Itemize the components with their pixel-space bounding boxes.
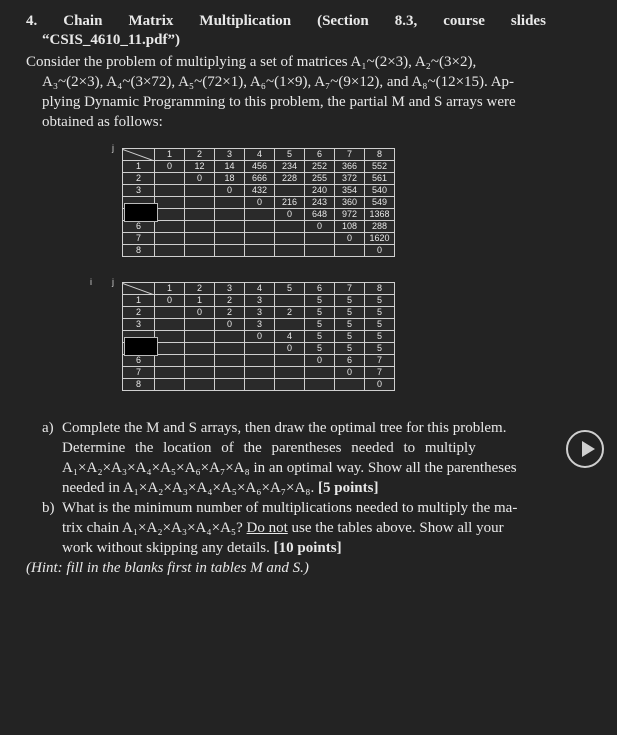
table-cell — [185, 209, 215, 221]
part-a — [26, 418, 548, 498]
row-header: 7 — [123, 367, 155, 379]
table-cell: 5 — [305, 331, 335, 343]
table-cell — [245, 233, 275, 245]
column-header: 3 — [215, 283, 245, 295]
table-cell: 108 — [335, 221, 365, 233]
column-header: 7 — [335, 149, 365, 161]
table-cell: 5 — [365, 295, 395, 307]
table-header-row — [123, 283, 395, 295]
table-row — [123, 197, 395, 209]
table-cell — [305, 379, 335, 391]
part-a-text: needed in A₁×A₂×A₃×A₄×A₅×A₆×A₇×A₈. — [62, 480, 315, 496]
table-cell: 7 — [365, 355, 395, 367]
j-label: j — [112, 277, 114, 287]
table-cell — [155, 245, 185, 257]
table-cell: 2 — [215, 295, 245, 307]
table-cell: 0 — [245, 197, 275, 209]
j-label: j — [112, 143, 114, 153]
table-cell: 14 — [215, 161, 245, 173]
table-cell: 3 — [245, 319, 275, 331]
column-header: 8 — [365, 283, 395, 295]
table-cell — [155, 221, 185, 233]
table-cell: 0 — [215, 185, 245, 197]
table-row — [123, 185, 395, 197]
table-cell: 666 — [245, 173, 275, 185]
table-row — [123, 355, 395, 367]
table-row — [123, 331, 395, 343]
table-cell — [305, 233, 335, 245]
table-row — [123, 295, 395, 307]
table-cell — [185, 245, 215, 257]
part-b-points: [10 points] — [273, 540, 342, 556]
table-cell: 5 — [365, 319, 395, 331]
table-cell — [155, 197, 185, 209]
table-cell: 5 — [335, 295, 365, 307]
table-cell: 240 — [305, 185, 335, 197]
m-table — [122, 148, 395, 257]
table-cell: 0 — [245, 331, 275, 343]
table-cell — [185, 367, 215, 379]
question-parts — [26, 418, 548, 578]
table-cell — [215, 221, 245, 233]
table-cell: 5 — [335, 331, 365, 343]
part-b-text: trix chain A₁×A₂×A₃×A₄×A₅? — [62, 520, 243, 536]
table-cell — [275, 295, 305, 307]
table-row — [123, 245, 395, 257]
row-header: 3 — [123, 319, 155, 331]
table-row — [123, 209, 395, 221]
redacted-row-labels — [124, 203, 158, 222]
table-cell: 0 — [335, 233, 365, 245]
table-cell — [155, 319, 185, 331]
hint-text: (Hint: fill in the blanks first in tables M and S.) — [26, 560, 309, 576]
column-header: 1 — [155, 283, 185, 295]
table-row — [123, 233, 395, 245]
part-b-text: work without skipping any details. — [62, 540, 270, 556]
table-cell — [155, 209, 185, 221]
table-row — [123, 367, 395, 379]
column-header: 2 — [185, 283, 215, 295]
row-header: 1 — [123, 295, 155, 307]
table-row — [123, 161, 395, 173]
column-header: 2 — [185, 149, 215, 161]
table-cell — [185, 343, 215, 355]
s-table — [122, 282, 395, 391]
problem-statement — [26, 52, 546, 132]
table-cell — [275, 367, 305, 379]
table-cell — [335, 245, 365, 257]
table-cell — [275, 379, 305, 391]
table-cell — [155, 379, 185, 391]
i-label: i — [90, 277, 92, 287]
column-header: 5 — [275, 149, 305, 161]
table-cell: 549 — [365, 197, 395, 209]
table-cell — [185, 197, 215, 209]
table-cell: 1 — [185, 295, 215, 307]
table-cell — [185, 379, 215, 391]
table-cell — [185, 331, 215, 343]
table-row — [123, 319, 395, 331]
table-cell: 360 — [335, 197, 365, 209]
table-cell: 7 — [365, 367, 395, 379]
table-cell — [185, 185, 215, 197]
title-word: Multiplication — [199, 13, 292, 29]
table-cell: 0 — [305, 355, 335, 367]
table-cell: 216 — [275, 197, 305, 209]
table-cell: 0 — [155, 161, 185, 173]
table-cell — [245, 355, 275, 367]
table-cell: 5 — [305, 319, 335, 331]
table-cell: 5 — [305, 295, 335, 307]
part-a-points: [5 points] — [318, 480, 379, 496]
title-word: Matrix — [128, 13, 174, 29]
table-cell — [245, 245, 275, 257]
table-cell — [155, 331, 185, 343]
table-cell: 354 — [335, 185, 365, 197]
table-cell: 0 — [215, 319, 245, 331]
title-word: course — [443, 13, 485, 29]
table-cell: 5 — [335, 307, 365, 319]
row-header: 2 — [123, 307, 155, 319]
title-word: (Section — [317, 13, 369, 29]
table-cell: 228 — [275, 173, 305, 185]
table-cell: 1368 — [365, 209, 395, 221]
part-a-text: Determine the location of the parentheses needed to multiply — [62, 440, 476, 456]
title-word: 8.3, — [394, 13, 418, 29]
table-cell — [215, 209, 245, 221]
part-b-text: What is the minimum number of multiplications needed to multiply the ma- — [62, 500, 518, 516]
source-file: “CSIS_4610_11.pdf”) — [42, 32, 180, 48]
row-header: 6 — [123, 355, 155, 367]
table-cell: 372 — [335, 173, 365, 185]
table-cell: 255 — [305, 173, 335, 185]
table-corner — [123, 149, 155, 161]
part-a-label: a) — [42, 420, 54, 436]
table-cell — [275, 185, 305, 197]
redacted-row-labels — [124, 337, 158, 356]
table-cell — [275, 319, 305, 331]
table-cell: 0 — [365, 379, 395, 391]
row-header: 3 — [123, 185, 155, 197]
table-cell: 5 — [365, 307, 395, 319]
title-word: slides — [510, 13, 546, 29]
table-row — [123, 173, 395, 185]
part-b — [26, 498, 548, 558]
table-cell: 561 — [365, 173, 395, 185]
table-cell: 18 — [215, 173, 245, 185]
table-cell: 252 — [305, 161, 335, 173]
table-row — [123, 343, 395, 355]
table-cell: 552 — [365, 161, 395, 173]
table-cell: 0 — [185, 173, 215, 185]
table-cell — [215, 197, 245, 209]
row-header: 8 — [123, 379, 155, 391]
intro-line: plying Dynamic Programming to this problem, the partial M and S arrays were — [42, 94, 516, 110]
table-cell: 0 — [335, 367, 365, 379]
table-cell: 3 — [245, 307, 275, 319]
row-header: 2 — [123, 173, 155, 185]
table-cell: 5 — [335, 319, 365, 331]
intro-line: A₃~(2×3), A₄~(3×72), A₅~(72×1), A₆~(1×9), A₇~(9×12), and A₈~(12×15). Ap- — [42, 74, 515, 90]
table-cell — [215, 245, 245, 257]
table-row — [123, 379, 395, 391]
table-cell: 5 — [365, 331, 395, 343]
table-cell — [245, 221, 275, 233]
intro-line: Consider the problem of multiplying a set of matrices A₁~(2×3), A₂~(3×2), — [26, 54, 477, 70]
table-cell: 456 — [245, 161, 275, 173]
table-cell — [185, 233, 215, 245]
part-a-text: Complete the M and S arrays, then draw the optimal tree for this problem. — [62, 420, 507, 436]
table-cell — [185, 319, 215, 331]
table-cell — [215, 355, 245, 367]
row-header: 6 — [123, 221, 155, 233]
table-cell — [155, 233, 185, 245]
row-header: 1 — [123, 161, 155, 173]
table-cell — [155, 367, 185, 379]
row-header: 8 — [123, 245, 155, 257]
table-cell: 0 — [365, 245, 395, 257]
play-button[interactable] — [566, 430, 604, 468]
column-header: 4 — [245, 283, 275, 295]
table-row — [123, 221, 395, 233]
table-cell: 366 — [335, 161, 365, 173]
table-cell — [305, 245, 335, 257]
table-cell: 648 — [305, 209, 335, 221]
table-cell: 0 — [275, 209, 305, 221]
part-a-text: A₁×A₂×A₃×A₄×A₅×A₆×A₇×A₈ in an optimal way. Show all the parentheses — [62, 460, 517, 476]
table-cell: 243 — [305, 197, 335, 209]
title-word: Chain — [63, 13, 103, 29]
column-header: 4 — [245, 149, 275, 161]
part-b-emphasis: Do not — [246, 520, 288, 536]
column-header: 3 — [215, 149, 245, 161]
table-cell — [155, 307, 185, 319]
table-cell: 0 — [185, 307, 215, 319]
column-header: 6 — [305, 149, 335, 161]
table-cell — [245, 379, 275, 391]
table-cell — [305, 367, 335, 379]
table-cell — [335, 379, 365, 391]
table-cell — [275, 355, 305, 367]
table-cell — [215, 331, 245, 343]
column-header: 8 — [365, 149, 395, 161]
column-header: 6 — [305, 283, 335, 295]
table-cell — [185, 221, 215, 233]
table-cell — [275, 233, 305, 245]
table-cell — [245, 209, 275, 221]
intro-line: obtained as follows: — [42, 114, 163, 130]
table-cell: 540 — [365, 185, 395, 197]
column-header: 1 — [155, 149, 185, 161]
table-cell: 234 — [275, 161, 305, 173]
table-cell — [215, 379, 245, 391]
table-cell — [185, 355, 215, 367]
column-header: 5 — [275, 283, 305, 295]
table-cell: 972 — [335, 209, 365, 221]
table-cell: 12 — [185, 161, 215, 173]
table-cell — [155, 355, 185, 367]
table-header-row — [123, 149, 395, 161]
table-cell: 5 — [305, 307, 335, 319]
table-cell: 5 — [365, 343, 395, 355]
table-corner — [123, 283, 155, 295]
table-cell: 3 — [245, 295, 275, 307]
table-cell — [215, 343, 245, 355]
table-cell — [215, 367, 245, 379]
column-header: 7 — [335, 283, 365, 295]
table-cell — [275, 221, 305, 233]
part-b-text: use the tables above. Show all your — [291, 520, 504, 536]
row-header: 7 — [123, 233, 155, 245]
table-cell — [245, 367, 275, 379]
table-cell — [245, 343, 275, 355]
part-b-label: b) — [42, 500, 55, 516]
table-cell: 0 — [305, 221, 335, 233]
table-cell: 0 — [155, 295, 185, 307]
table-cell — [155, 173, 185, 185]
table-cell: 6 — [335, 355, 365, 367]
table-cell: 0 — [275, 343, 305, 355]
question-header — [26, 12, 546, 50]
table-cell: 1620 — [365, 233, 395, 245]
table-cell: 2 — [275, 307, 305, 319]
table-cell: 5 — [335, 343, 365, 355]
table-cell — [155, 185, 185, 197]
table-cell — [155, 343, 185, 355]
table-cell: 4 — [275, 331, 305, 343]
table-cell: 288 — [365, 221, 395, 233]
table-cell: 432 — [245, 185, 275, 197]
table-cell: 2 — [215, 307, 245, 319]
question-number: 4. — [26, 13, 38, 29]
table-cell — [215, 233, 245, 245]
table-cell: 5 — [305, 343, 335, 355]
table-row — [123, 307, 395, 319]
table-cell — [275, 245, 305, 257]
